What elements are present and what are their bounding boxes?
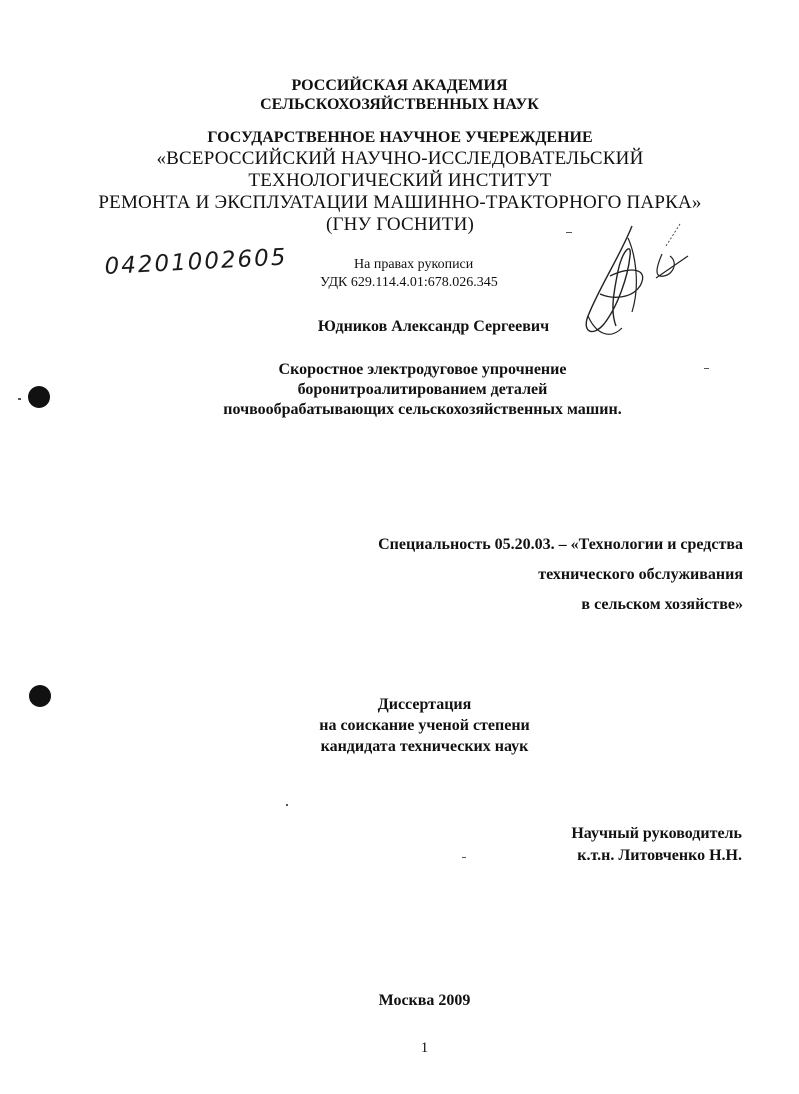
academy-header xyxy=(0,76,799,114)
scan-speck xyxy=(462,857,466,858)
academy-line-1: РОССИЙСКАЯ АКАДЕМИЯ xyxy=(291,77,508,94)
punch-hole-icon xyxy=(28,386,50,408)
manuscript-rights-line: На правах рукописи xyxy=(354,257,474,272)
dissertation-degree-block xyxy=(0,694,799,757)
dissertation-line-2: на соискание ученой степени xyxy=(319,717,530,734)
page-number: 1 xyxy=(420,1040,429,1056)
institution-line-5: (ГНУ ГОСНИТИ) xyxy=(325,214,475,235)
scan-speck xyxy=(704,368,709,369)
dissertation-line-3: кандидата технических наук xyxy=(320,738,529,755)
punch-hole-icon xyxy=(29,685,51,707)
scan-speck xyxy=(18,398,21,400)
specialty-line-1: Специальность 05.20.03. – «Технологии и средства xyxy=(378,536,743,553)
specialty-block xyxy=(378,530,743,620)
udc-code: УДК 629.114.4.01:678.026.345 xyxy=(320,275,498,290)
dissertation-line-1: Диссертация xyxy=(377,696,472,713)
academy-line-2: СЕЛЬСКОХОЗЯЙСТВЕННЫХ НАУК xyxy=(260,96,539,113)
specialty-line-3: в сельском хозяйстве» xyxy=(581,596,743,613)
manuscript-rights xyxy=(320,256,498,292)
scan-speck xyxy=(566,232,572,233)
advisor-line-2: к.т.н. Литовченко Н.Н. xyxy=(577,847,742,864)
institution-line-2: «ВСЕРОССИЙСКИЙ НАУЧНО-ИССЛЕДОВАТЕЛЬСКИЙ xyxy=(156,148,644,169)
handwritten-inventory-number: 04201002605 xyxy=(104,244,289,280)
dissertation-title xyxy=(0,360,799,420)
institution-line-4: РЕМОНТА И ЭКСПЛУАТАЦИИ МАШИННО-ТРАКТОРНОГО ПАРКА» xyxy=(98,192,702,213)
title-line-3: почвообрабатывающих сельскохозяйственных машин. xyxy=(223,401,622,418)
advisor-block xyxy=(571,823,742,867)
title-line-1: Скоростное электродуговое упрочнение xyxy=(278,361,567,378)
scan-speck xyxy=(286,804,288,806)
institution-line-1: ГОСУДАРСТВЕННОЕ НАУЧНОЕ УЧЕРЕЖДЕНИЕ xyxy=(207,129,593,146)
city-year: Москва 2009 xyxy=(378,992,471,1009)
institution-line-3: ТЕХНОЛОГИЧЕСКИЙ ИНСТИТУТ xyxy=(248,170,552,191)
specialty-line-2: технического обслуживания xyxy=(538,566,743,583)
title-line-2: боронитроалитированием деталей xyxy=(297,381,548,398)
advisor-line-1: Научный руководитель xyxy=(571,825,742,842)
author-name: Юдников Александр Сергеевич xyxy=(317,318,550,335)
